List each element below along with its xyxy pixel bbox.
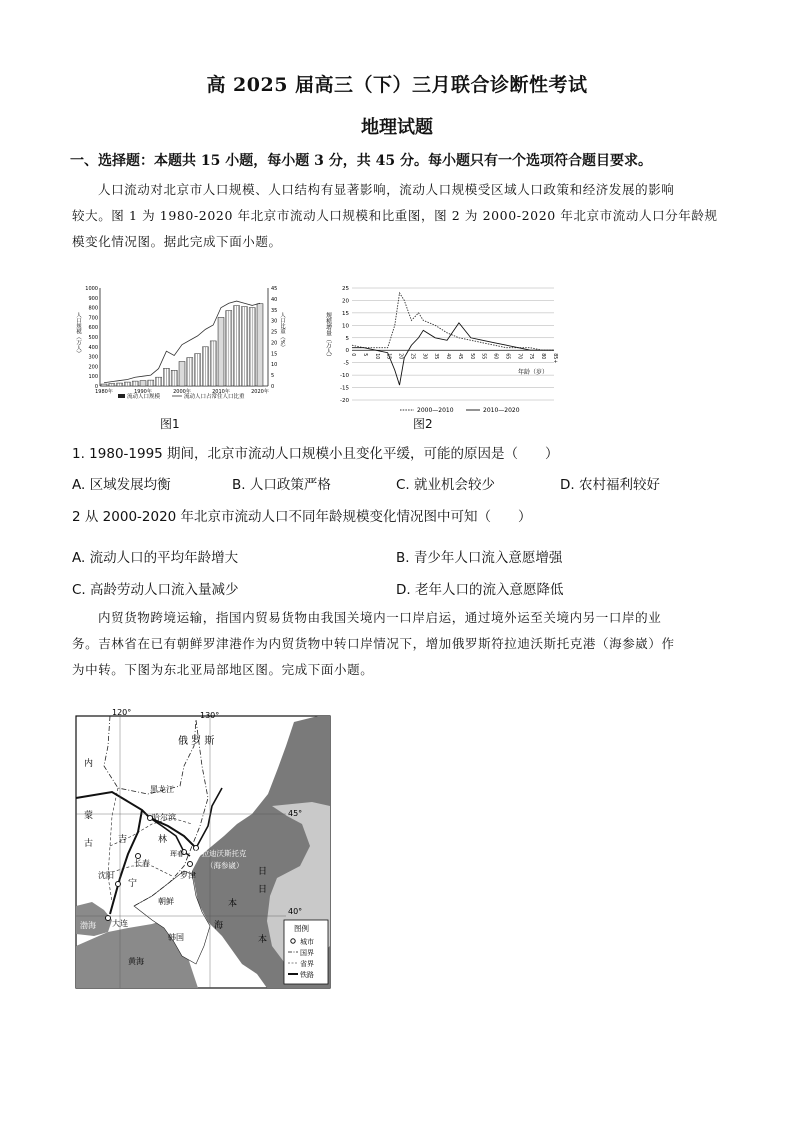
changchun-city	[136, 854, 141, 859]
figure-1-right-tick: 35	[271, 307, 278, 314]
figure-2-x-tick: 25	[409, 353, 415, 360]
figure-2-x-tick: 60	[492, 353, 498, 360]
figure-2-x-tick: 15	[385, 353, 391, 360]
passage-1-line: 较大。图 1 为 1980-2020 年北京市流动人口规模和比重图，图 2 为 2000-2020 年北京市流动人口分年龄规	[72, 208, 718, 223]
figure-1-legend-line: 流动人口占常住人口比重	[184, 394, 245, 400]
figure-2-x-tick: 35	[433, 353, 439, 360]
japan-label: 日	[258, 885, 268, 895]
legend-city: 城市	[300, 938, 314, 946]
figure-1-left-tick: 900	[88, 295, 98, 302]
jilin-label: 林	[158, 835, 168, 845]
q1-option-b[interactable]: B. 人口政策严格	[232, 477, 331, 493]
figure-2-y-label: 规模增量（万人）	[324, 312, 332, 360]
harbin-label: 哈尔滨	[152, 813, 176, 822]
lon-130-label: 130°	[200, 711, 220, 720]
passage-1	[72, 177, 722, 255]
legend-title: 图例	[294, 924, 309, 933]
figure-2-x-tick: 70	[516, 353, 522, 360]
northeast-asia-map	[72, 706, 334, 991]
figure-2-x-tick: 50	[468, 353, 474, 360]
q1-option-a[interactable]: A. 区域发展均衡	[72, 477, 171, 493]
figure-2-series-2000-2010	[352, 293, 554, 350]
figure-1-x-tick: 1990年	[134, 389, 152, 395]
figure-2-y-tick: 15	[342, 310, 349, 317]
figure-1-right-tick: 40	[271, 296, 278, 303]
figure-2-x-tick: 40	[445, 353, 451, 360]
russia-label: 俄 罗 斯	[178, 736, 215, 747]
figure-2-x-tick: 20	[397, 353, 403, 360]
figure-1-left-tick: 300	[88, 354, 98, 361]
liaoning-label: 宁	[128, 879, 138, 889]
rok-label: 韩国	[168, 933, 184, 942]
question-2-stem: 2 从 2000-2020 年北京市流动人口不同年龄规模变化情况图中可知（ ）	[72, 509, 532, 525]
figure-2-x-tick: 10	[373, 353, 379, 360]
lon-120-label: 120°	[112, 708, 132, 717]
rajin-label: 罗津	[180, 871, 196, 880]
figure-2-y-tick: 0	[345, 348, 349, 355]
q2-option-b[interactable]: B. 青少年人口流入意愿增强	[396, 550, 563, 566]
sea-of-japan-label: 海	[214, 921, 224, 931]
shenyang-label: 沈阳	[98, 871, 114, 880]
yellow-sea-label: 黄海	[128, 957, 144, 966]
legend-provincial: 省界	[300, 960, 314, 968]
figure-1-legend-bar: 流动人口规模	[127, 394, 161, 400]
figure-1-x-tick: 2020年	[251, 389, 269, 395]
haishenwai-label: （海参崴）	[206, 861, 244, 870]
question-1-stem: 1. 1980-1995 期间，北京市流动人口规模小且变化平缓，可能的原因是（ ）	[72, 446, 559, 462]
sea-of-japan-label: 日	[258, 867, 268, 877]
figure-1-y-left-label: 人口规模（万人）	[75, 312, 81, 356]
passage-2	[72, 605, 722, 683]
q1-option-d[interactable]: D. 农村福利较好	[560, 477, 660, 493]
section-heading: 一、选择题：本题共 15 小题，每小题 3 分，共 45 分。每小题只有一个选项符合题目要求。	[70, 153, 652, 169]
dprk-label: 朝鲜	[158, 897, 174, 906]
figure-1-legend-bar-swatch	[118, 394, 125, 398]
figure-1-x-tick: 1980年	[95, 389, 113, 395]
figure-1-right-tick: 20	[271, 340, 278, 347]
heilongjiang-label: 黑龙江	[150, 785, 174, 794]
figure-1-caption: 图1	[160, 417, 180, 431]
figure-1-y-right-label: 人口比重（%）	[279, 312, 285, 351]
q2-option-a[interactable]: A. 流动人口的平均年龄增大	[72, 550, 239, 566]
figure-1-right-tick: 5	[271, 373, 275, 380]
figure-1-left-tick: 400	[88, 344, 98, 351]
vladivostok-label: 符拉迪沃斯托克	[194, 849, 247, 858]
q2-option-d[interactable]: D. 老年人口的流入意愿降低	[396, 582, 564, 598]
figure-1-left-tick: 1000	[85, 286, 98, 292]
inner-mongolia-label: 蒙	[84, 811, 94, 821]
figure-2-y-tick: -15	[340, 385, 349, 392]
dalian-label: 大连	[112, 919, 128, 928]
figure-2-legend-b: 2010—2020	[483, 407, 520, 414]
figure-1-x-tick: 2010年	[212, 389, 230, 395]
passage-1-line: 人口流动对北京市人口规模、人口结构有显著影响，流动人口规模受区域人口政策和经济发展的影响	[98, 182, 675, 197]
bohai-label: 渤海	[80, 921, 96, 930]
lat-40-label: 40°	[288, 907, 303, 916]
figure-1-left-tick: 700	[88, 315, 98, 322]
figure-1-right-tick: 15	[271, 351, 278, 358]
passage-1-line: 模变化情况图。据此完成下面小题。	[72, 234, 282, 249]
figure-2-legend-a: 2000—2010	[417, 407, 454, 414]
japan-label: 本	[258, 935, 268, 945]
figure-2-y-tick: 5	[345, 335, 349, 342]
sea-of-japan-label: 本	[228, 899, 238, 909]
inner-mongolia-label: 内	[84, 759, 94, 769]
figure-2-chart	[322, 282, 562, 417]
q1-option-c[interactable]: C. 就业机会较少	[396, 477, 496, 493]
figure-1-x-tick: 2000年	[173, 389, 191, 395]
figure-2-x-tick: 0	[350, 353, 355, 357]
jilin-label: 吉	[118, 835, 128, 845]
subject-title: 地理试题	[361, 117, 433, 138]
passage-2-line: 为中转。下图为东北亚局部地区图。完成下面小题。	[72, 662, 374, 677]
q2-option-c[interactable]: C. 高龄劳动人口流入量减少	[72, 582, 239, 598]
figure-1-right-tick: 25	[271, 329, 278, 336]
rajin-city	[188, 862, 193, 867]
lat-45-label: 45°	[288, 809, 303, 818]
figure-2-x-tick: 75	[528, 353, 534, 360]
figure-2-grid	[352, 288, 554, 400]
figure-2-x-tick: 5	[361, 353, 367, 357]
figure-2-x-tick: 30	[421, 353, 427, 360]
figure-2-y-tick: 20	[342, 298, 349, 305]
map-legend	[284, 920, 328, 984]
legend-railway: 铁路	[300, 971, 314, 979]
figure-2-y-tick: 25	[342, 286, 349, 292]
dalian-city	[106, 916, 111, 921]
figure-1-left-tick: 500	[88, 335, 98, 341]
figure-2-caption: 图2	[413, 417, 433, 431]
legend-national: 国界	[300, 949, 314, 957]
figure-1-right-tick: 30	[271, 318, 278, 325]
figure-2-y-tick: -10	[340, 373, 349, 380]
figure-1-left-tick: 0	[94, 384, 98, 390]
figure-1-right-tick: 10	[271, 362, 278, 369]
exam-title: 高 2025 届高三（下）三月联合诊断性考试	[206, 74, 588, 96]
figure-2-x-tick: 65	[504, 353, 510, 360]
hunchun-label: 珲春	[170, 850, 184, 858]
changchun-label: 长春	[134, 859, 150, 868]
passage-2-line: 务。吉林省在已有朝鲜罗津港作为内贸货物中转口岸情况下，增加俄罗斯符拉迪沃斯托克港（海参崴）作	[72, 636, 675, 651]
figure-2-y-tick: -5	[343, 360, 349, 367]
inner-mongolia-label: 古	[84, 839, 94, 849]
figure-1-left-tick: 200	[88, 364, 98, 371]
figure-2-x-tick: 80	[540, 353, 546, 360]
figure-1-left-tick: 600	[88, 325, 98, 332]
figure-2-x-tick: 55	[480, 353, 486, 360]
figure-2-y-tick: -20	[340, 398, 349, 404]
figure-2-x-label: 年龄（岁）	[518, 369, 549, 376]
shenyang-city	[116, 882, 121, 887]
figure-1-left-tick: 800	[88, 305, 98, 312]
figure-1-right-tick: 45	[271, 286, 278, 292]
figure-1-left-tick: 100	[88, 374, 98, 381]
passage-2-line: 内贸货物跨境运输，指国内贸易货物由我国关境内一口岸启运，通过境外运至关境内另一口岸的业	[98, 610, 662, 625]
figure-2-y-tick: 10	[342, 323, 349, 330]
figure-1-chart	[72, 282, 287, 402]
figure-1-right-tick: 0	[271, 384, 275, 390]
figure-2-x-tick: 45	[456, 353, 462, 360]
figure-2-x-tick: 85+	[552, 353, 557, 364]
